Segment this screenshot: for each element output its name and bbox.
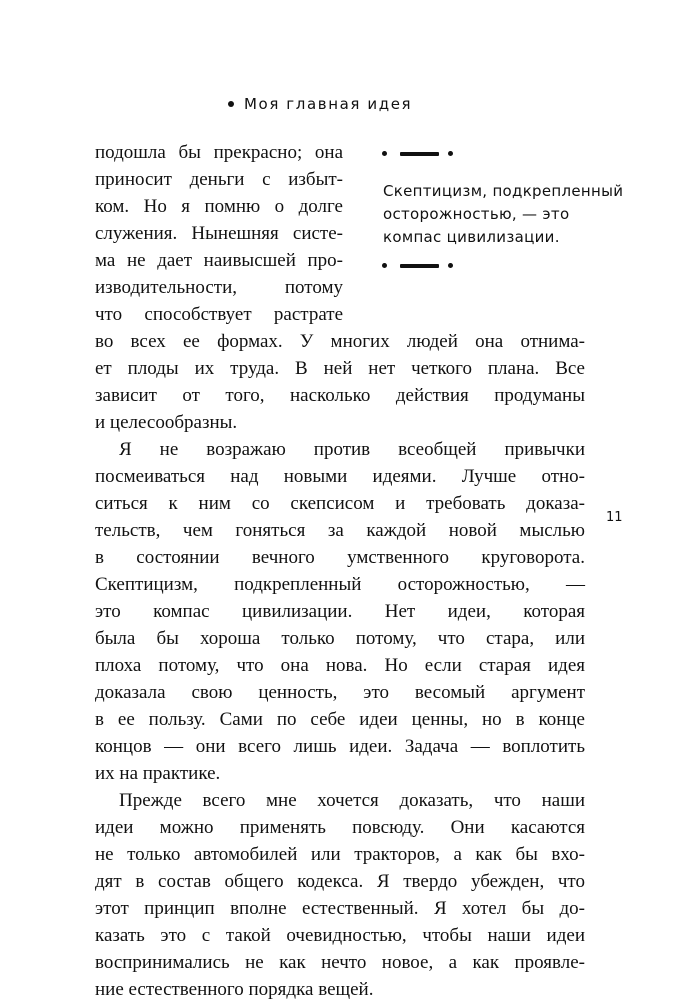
body-line: Я не возражаю против всеобщей привычки [119,439,585,460]
pull-quote-line: Скептицизм, подкрепленный [383,182,624,200]
body-line: служения. Нынешняя систе- [95,223,343,244]
body-line: плоха потому, что она нова. Но если старая идея [95,655,585,676]
body-line: этот принцип вполне естественный. Я хотел бы до- [95,898,585,919]
body-line: зависит от того, насколько действия продуманы [95,385,585,406]
body-line: подошла бы прекрасно; она [95,142,343,163]
pull-quote-line: компас цивилизации. [383,228,560,246]
quote-divider-bottom-icon [382,262,454,270]
body-line: доказала свою ценность, это весомый аргумент [95,682,585,703]
body-line: Скептицизм, подкрепленный осторожностью, — [95,574,585,595]
body-line: ние естественного порядка вещей. [95,979,374,1000]
body-line: ет плоды их труда. В ней нет четкого плана. Все [95,358,585,379]
body-line: дят в состав общего кодекса. Я твердо убежден, что [95,871,585,892]
body-line: ситься к ним со скепсисом и требовать доказа- [95,493,585,514]
quote-divider-top-icon [382,150,454,158]
body-line: это компас цивилизации. Нет идеи, которая [95,601,585,622]
body-line: идеи можно применять повсюду. Они касаются [95,817,585,838]
body-line: приносит деньги с избыт- [95,169,343,190]
body-line: и целесообразны. [95,412,238,433]
body-line: тельств, чем гоняться за каждой новой мыслью [95,520,585,541]
body-line: воспринимались не как нечто новое, а как проявле- [95,952,585,973]
running-header [228,95,412,113]
body-line: посмеиваться над новыми идеями. Лучше отно- [95,466,585,487]
bullet-dot-icon [228,101,234,107]
pull-quote-line: осторожностью, — это [383,205,570,223]
body-line: что способствует растрате [95,304,343,325]
body-line: концов — они всего лишь идеи. Задача — воплотить [95,736,585,757]
body-line: ма не дает наивысшей про- [95,250,343,271]
body-line: была бы хороша только потому, что стара, или [95,628,585,649]
header-title: Моя главная идея [244,95,413,113]
body-line: в ее пользу. Сами по себе идеи ценны, но в конце [95,709,585,730]
body-line: не только автомобилей или тракторов, а как бы вхо- [95,844,585,865]
body-line: ком. Но я помню о долге [95,196,343,217]
body-line: их на практике. [95,763,221,784]
body-line: во всех ее формах. У многих людей она отнима- [95,331,585,352]
page-number: 11 [606,510,623,525]
body-line: казать это с такой очевидностью, чтобы наши идеи [95,925,585,946]
body-line: в состоянии вечного умственного круговорота. [95,547,585,568]
body-line: Прежде всего мне хочется доказать, что наши [119,790,585,811]
body-line: изводительности, потому [95,277,343,298]
